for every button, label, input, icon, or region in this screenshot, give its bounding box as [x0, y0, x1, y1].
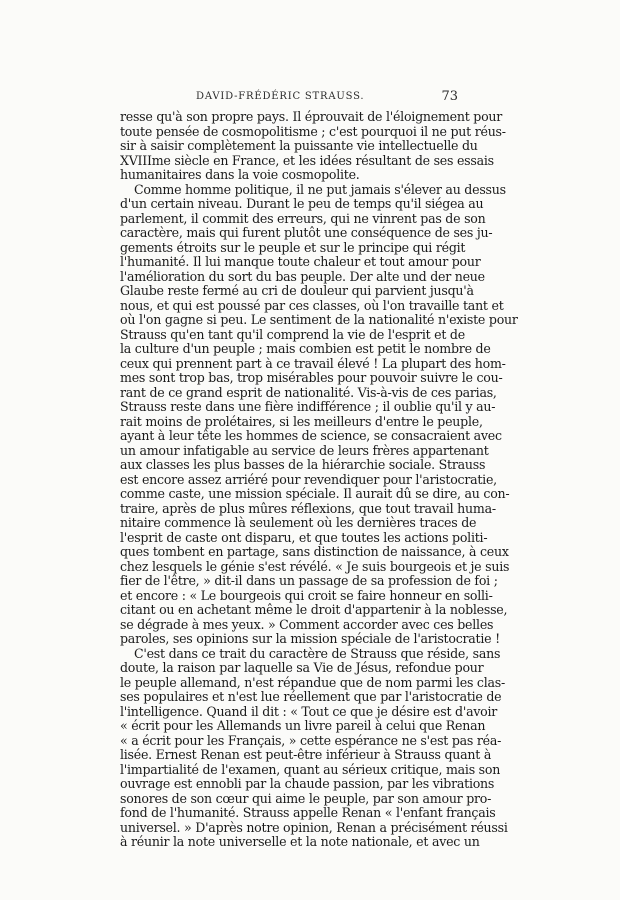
- paragraph: [120, 181, 518, 647]
- text-line: et encore : « Le bourgeois qui croit se faire honneur en solli-: [120, 587, 493, 603]
- text-line: rant de ce grand esprit de nationalité. Vis-à-vis de ces parias,: [120, 384, 497, 400]
- text-line: où l'on gagne si peu. Le sentiment de la nationalité n'existe pour: [120, 312, 518, 327]
- text-line: l'amélioration du sort du bas peuple. Der alte und der neue: [120, 268, 485, 284]
- text-line: d'un certain niveau. Durant le peu de temps qu'il siégea au: [120, 196, 484, 211]
- text-line: Strauss qu'en tant qu'il comprend la vie de l'esprit et de: [120, 326, 465, 342]
- text-line: paroles, ses opinions sur la mission spéciale de l'aristocratie !: [120, 631, 500, 646]
- text-line: Strauss reste dans une fière indifférence ; il oublie qu'il y au-: [120, 399, 496, 414]
- text-line: mes sont trop bas, trop misérables pour pouvoir suivre le cou-: [120, 370, 503, 385]
- text-line: traire, après de plus mûres réflexions, que tout travail huma-: [120, 500, 496, 516]
- text-line: se dégrade à mes yeux. » Comment accorder avec ces belles: [120, 616, 494, 632]
- text-line: à réunir la note universelle et la note nationale, et avec un: [120, 834, 480, 849]
- text-line: doute, la raison par laquelle sa Vie de Jésus, refondue pour: [120, 660, 484, 675]
- paragraph: [120, 109, 506, 183]
- text-line: nous, et qui est poussé par ces classes, où l'on travaille tant et: [120, 297, 504, 313]
- text-line: fond de l'humanité. Strauss appelle Renan « l'enfant français: [120, 805, 496, 820]
- text-line: ayant à leur tête les hommes de science, se consacraient avec: [120, 428, 502, 443]
- text-line: resse qu'à son propre pays. Il éprouvait de l'éloignement pour: [120, 109, 503, 124]
- text-line: le peuple allemand, n'est répandue que de nom parmi les clas-: [120, 674, 505, 690]
- text-line: gements étroits sur le peuple et sur le principe qui régit: [120, 239, 466, 255]
- text-line: Comme homme politique, il ne put jamais s'élever au dessus: [134, 181, 506, 197]
- text-line: sonores de son cœur qui aime le peuple, par son amour pro-: [120, 790, 492, 806]
- text-line: est encore assez arriéré pour revendiquer pour l'aristocratie,: [120, 471, 497, 487]
- text-line: ceux qui prennent part à ce travail élevé ! La plupart des hom-: [120, 355, 506, 371]
- text-line: l'impartialité de l'examen, quant au sérieux critique, mais son: [120, 761, 501, 777]
- text-line: la culture d'un peuple ; mais combien est petit le nombre de: [120, 341, 491, 356]
- text-line: toute pensée de cosmopolitisme ; c'est pourquoi il ne put réus-: [120, 123, 506, 139]
- body-text: [120, 109, 518, 850]
- text-line: XVIIIme siècle en France, et les idées résultant de ses essais: [120, 152, 494, 168]
- text-line: humanitaires dans la voie cosmopolite.: [120, 167, 360, 182]
- text-line: nitaire commence là seulement où les dernières traces de: [120, 515, 477, 530]
- text-line: comme caste, une mission spéciale. Il aurait dû se dire, au con-: [120, 486, 510, 501]
- text-line: C'est dans ce trait du caractère de Strauss que réside, sans: [134, 645, 501, 661]
- paragraph: [120, 645, 508, 850]
- text-line: sir à saisir complètement la puissante vie intellectuelle du: [120, 138, 478, 153]
- text-line: lisée. Ernest Renan est peut-être inférieur à Strauss quant à: [120, 747, 492, 762]
- text-line: citant ou en achetant même le droit d'appartenir à la noblesse,: [120, 602, 508, 617]
- text-line: ques tombent en partage, sans distinction de naissance, à ceux: [120, 544, 509, 559]
- text-line: l'humanité. Il lui manque toute chaleur et tout amour pour: [120, 254, 481, 269]
- text-line: l'esprit de caste ont disparu, et que toutes les actions politi-: [120, 529, 488, 545]
- text-line: universel. » D'après notre opinion, Renan a précisément réussi: [120, 819, 508, 835]
- text-line: un amour infatigable au service de leurs frères appartenant: [120, 442, 489, 458]
- text-line: parlement, il commit des erreurs, qui ne vinrent pas de son: [120, 210, 486, 226]
- text-line: « a écrit pour les Français, » cette espérance ne s'est pas réa-: [120, 732, 502, 748]
- text-line: ses populaires et n'est lue réellement que par l'aristocratie de: [120, 689, 502, 704]
- running-title: DAVID-FRÉDÉRIC STRAUSS.: [196, 91, 365, 102]
- text-line: Glaube reste fermé au cri de douleur qui parvient jusqu'à: [120, 283, 474, 298]
- text-line: caractère, mais qui furent plutôt une conséquence de ses ju-: [120, 225, 493, 240]
- text-line: rait moins de prolétaires, si les meilleurs d'entre le peuple,: [120, 413, 483, 429]
- text-line: fier de l'être, » dit-il dans un passage de sa profession de foi ;: [120, 573, 498, 588]
- text-line: « écrit pour les Allemands un livre pareil à celui que Renan: [120, 718, 486, 733]
- running-head: [120, 91, 458, 107]
- page-number: 73: [441, 89, 458, 104]
- text-line: chez lesquels le génie s'est révélé. « Je suis bourgeois et je suis: [120, 558, 510, 574]
- text-line: ouvrage est ennobli par la chaude passion, par les vibrations: [120, 776, 495, 791]
- text-line: aux classes les plus basses de la hiérarchie sociale. Strauss: [120, 457, 486, 472]
- text-line: l'intelligence. Quand il dit : « Tout ce que je désire est d'avoir: [120, 703, 498, 719]
